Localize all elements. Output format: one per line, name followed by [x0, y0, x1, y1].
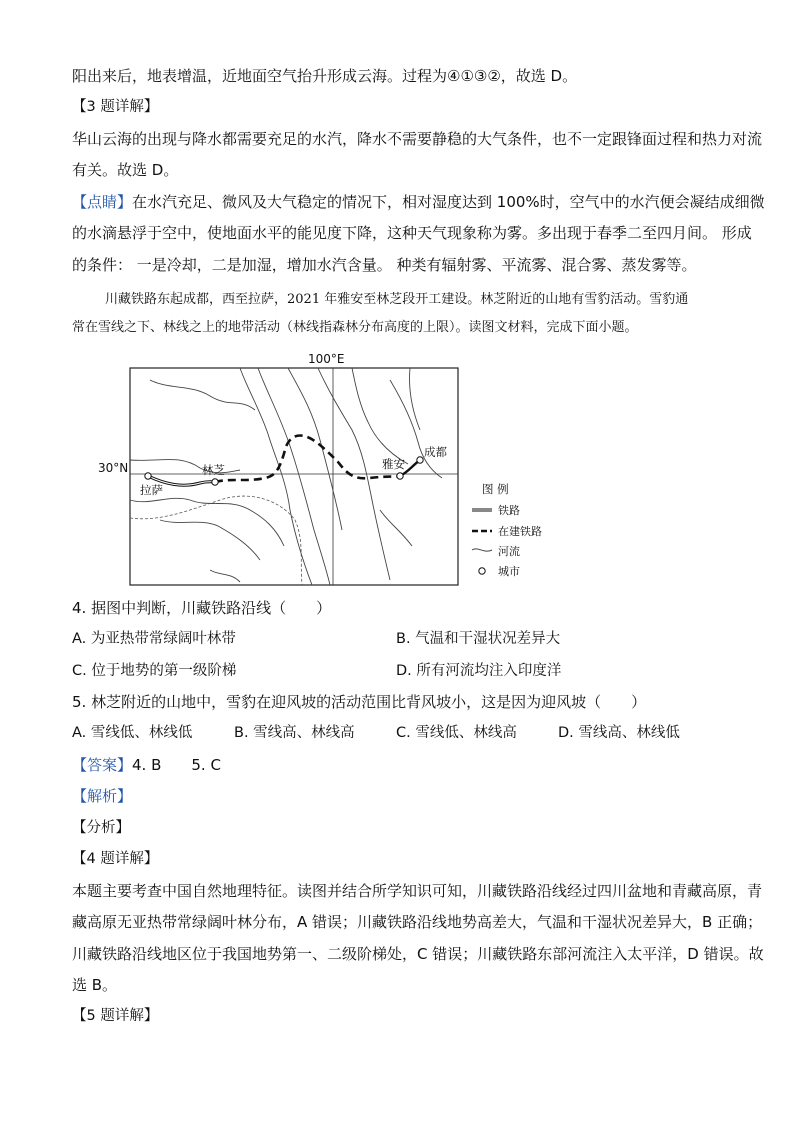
text-line: 阳出来后，地表增温，近地面空气抬升形成云海。过程为④①③②，故选 D。: [72, 67, 578, 85]
city-label-linzhi: 林芝: [202, 463, 225, 477]
legend-title: 图 例: [482, 482, 509, 496]
option-4b: B. 气温和干湿状况差异大: [396, 631, 561, 647]
dianjing-text: 在水汽充足、微风及大气稳定的情况下，相对湿度达到 100%时，空气中的水汽便会凝结成细微: [132, 193, 765, 211]
option-4c: C. 位于地势的第一级阶梯: [72, 663, 237, 679]
material-intro: 常在雪线之下、林线之上的地带活动（林线指森林分布高度的上限）。读图文材料，完成下面小题。: [72, 320, 638, 335]
text-line: 的条件： 一是冷却，二是加湿，增加水汽含量。 种类有辐射雾、平流雾、混合雾、蒸发雾等。: [72, 256, 697, 274]
latitude-label: 30°N: [98, 461, 129, 475]
section-header-q5: 【5 题详解】: [72, 1008, 159, 1024]
longitude-label: 100°E: [308, 352, 345, 366]
answer-label: 【答案】: [72, 756, 133, 774]
dianjing-paragraph: [72, 192, 765, 212]
text-line: 川藏铁路沿线地区位于我国地势第一、二级阶梯处，C 错误；川藏铁路东部河流注入太平洋，D 错误。故: [72, 945, 764, 963]
map-legend: [472, 482, 542, 578]
city-marker-linzhi: [212, 479, 218, 485]
legend-river-symbol: [472, 549, 492, 551]
answer-line: [72, 755, 221, 775]
city-marker-lasa: [145, 473, 151, 479]
option-4a: A. 为亚热带常绿阔叶林带: [72, 631, 236, 647]
material-intro: 川藏铁路东起成都，西至拉萨，2021 年雅安至林芝段开工建设。林芝附近的山地有雪豹活动。雪豹通: [105, 292, 689, 307]
city-marker-chengdu: [417, 457, 423, 463]
city-label-chengdu: 成都: [424, 445, 447, 459]
jiexi-header: 【解析】: [72, 787, 133, 805]
option-5c: C. 雪线低、林线高: [396, 725, 517, 741]
legend-river-label: 河流: [498, 545, 520, 558]
dianjing-label: 【点睛】: [72, 193, 133, 211]
text-line: 有关。故选 D。: [72, 161, 179, 179]
option-5b: B. 雪线高、林线高: [234, 725, 355, 741]
section-header-q4: 【4 题详解】: [72, 851, 159, 867]
option-4d: D. 所有河流均注入印度洋: [396, 663, 562, 679]
legend-building-label: 在建铁路: [498, 525, 542, 538]
answer-text: 4. B 5. C: [132, 756, 221, 774]
option-5d: D. 雪线高、林线低: [558, 725, 680, 741]
legend-railway-label: 铁路: [498, 504, 520, 517]
text-line: 的水滴悬浮于空中，使地面水平的能见度下降，这种天气现象称为雾。多出现于春季二至四月间。 形成: [72, 224, 752, 242]
text-line: 华山云海的出现与降水都需要充足的水汽，降水不需要静稳的大气条件，也不一定跟锋面过程和热力对流: [72, 130, 763, 148]
legend-city-symbol: [479, 568, 485, 574]
section-header-q3: 【3 题详解】: [72, 99, 159, 115]
question-4: 4. 据图中判断，川藏铁路沿线（ ）: [72, 599, 332, 617]
fenxi-header: 【分析】: [72, 820, 130, 836]
legend-city-label: 城市: [498, 565, 520, 578]
text-line: 选 B。: [72, 976, 118, 994]
city-label-yaan: 雅安: [382, 457, 405, 471]
option-5a: A. 雪线低、林线低: [72, 725, 193, 741]
map-frame: [130, 368, 458, 585]
question-5: 5. 林芝附近的山地中，雪豹在迎风坡的活动范围比背风坡小，这是因为迎风坡（ ）: [72, 693, 647, 711]
city-marker-yaan: [397, 473, 403, 479]
sichuan-tibet-railway-map: [90, 350, 542, 590]
text-line: 本题主要考查中国自然地理特征。读图并结合所学知识可知，川藏铁路沿线经过四川盆地和青藏高原，青: [72, 882, 763, 900]
text-line: 藏高原无亚热带常绿阔叶林分布，A 错误；川藏铁路沿线地势高差大，气温和干湿状况差异大，B 正确；: [72, 913, 763, 931]
city-label-lasa: 拉萨: [140, 483, 163, 497]
